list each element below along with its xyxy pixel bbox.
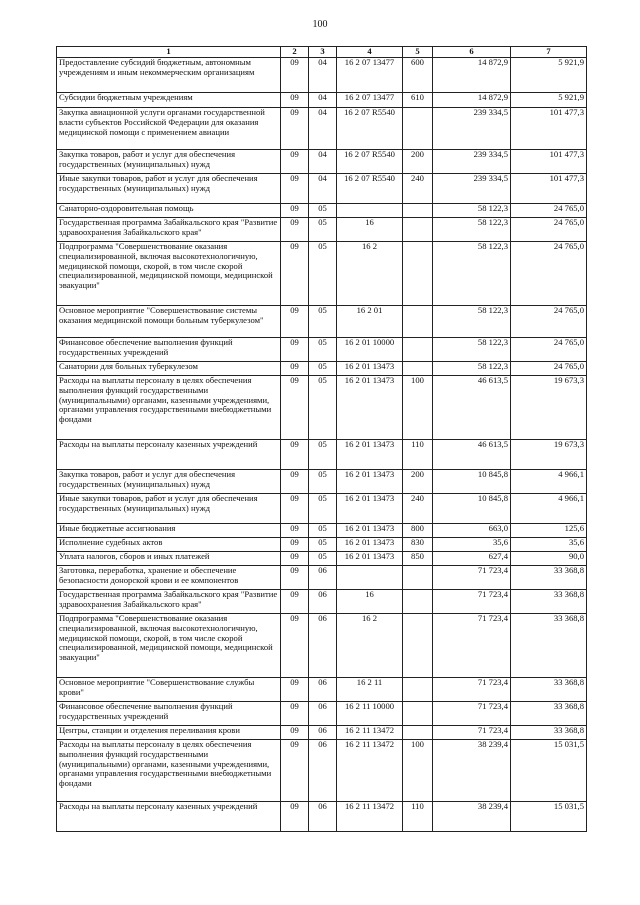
row-target-code-cell: 16 2 01 13473 [337, 538, 403, 552]
table-row [57, 678, 587, 702]
row-section-cell: 09 [281, 524, 309, 538]
table-row [57, 376, 587, 440]
row-amount-cell-2: 90,0 [511, 552, 587, 566]
row-section-cell: 09 [281, 242, 309, 306]
row-target-code-cell: 16 2 [337, 242, 403, 306]
row-expense-type-cell [403, 590, 433, 614]
row-amount-cell: 10 845,8 [433, 494, 511, 524]
row-subsection-cell: 05 [309, 538, 337, 552]
row-subsection-cell: 05 [309, 494, 337, 524]
row-name-cell: Основное мероприятие "Совершенствование службы крови" [57, 678, 281, 702]
table-row [57, 338, 587, 362]
row-section-cell: 09 [281, 726, 309, 740]
row-amount-cell-2: 24 765,0 [511, 306, 587, 338]
row-amount-cell-2: 101 477,3 [511, 108, 587, 150]
row-subsection-cell: 05 [309, 440, 337, 470]
header-col-2: 2 [281, 47, 309, 58]
row-subsection-cell: 04 [309, 150, 337, 174]
row-expense-type-cell: 100 [403, 740, 433, 802]
table-row [57, 740, 587, 802]
row-amount-cell-2: 19 673,3 [511, 440, 587, 470]
row-section-cell: 09 [281, 538, 309, 552]
row-target-code-cell: 16 [337, 590, 403, 614]
row-section-cell: 09 [281, 362, 309, 376]
row-section-cell: 09 [281, 218, 309, 242]
row-target-code-cell: 16 2 07 13477 [337, 58, 403, 93]
row-target-code-cell: 16 2 01 13473 [337, 362, 403, 376]
row-target-code-cell: 16 2 11 13472 [337, 802, 403, 832]
row-subsection-cell: 05 [309, 306, 337, 338]
row-section-cell: 09 [281, 108, 309, 150]
row-target-code-cell: 16 2 01 13473 [337, 524, 403, 538]
row-section-cell: 09 [281, 338, 309, 362]
row-amount-cell-2: 5 921,9 [511, 58, 587, 93]
row-amount-cell: 58 122,3 [433, 242, 511, 306]
row-section-cell: 09 [281, 58, 309, 93]
header-col-6: 6 [433, 47, 511, 58]
row-amount-cell: 663,0 [433, 524, 511, 538]
row-target-code-cell: 16 2 11 [337, 678, 403, 702]
row-section-cell: 09 [281, 440, 309, 470]
row-amount-cell: 58 122,3 [433, 338, 511, 362]
row-amount-cell: 38 239,4 [433, 740, 511, 802]
row-subsection-cell: 05 [309, 362, 337, 376]
row-target-code-cell: 16 [337, 218, 403, 242]
row-amount-cell: 14 872,9 [433, 58, 511, 93]
row-subsection-cell: 06 [309, 678, 337, 702]
table-row [57, 802, 587, 832]
row-amount-cell: 71 723,4 [433, 678, 511, 702]
row-expense-type-cell [403, 614, 433, 678]
row-amount-cell-2: 24 765,0 [511, 218, 587, 242]
row-subsection-cell: 06 [309, 614, 337, 678]
row-subsection-cell: 06 [309, 726, 337, 740]
row-name-cell: Расходы на выплаты персоналу в целях обеспечения выполнения функций государственными (муниципальными) органами, казенными учреждениями, органами управления государственными внебюджетными фондами [57, 740, 281, 802]
row-target-code-cell: 16 2 01 13473 [337, 440, 403, 470]
row-amount-cell: 627,4 [433, 552, 511, 566]
row-subsection-cell: 06 [309, 590, 337, 614]
row-expense-type-cell [403, 218, 433, 242]
row-subsection-cell: 04 [309, 93, 337, 108]
table-row [57, 566, 587, 590]
row-amount-cell-2: 15 031,5 [511, 802, 587, 832]
row-amount-cell-2: 101 477,3 [511, 174, 587, 204]
row-amount-cell: 38 239,4 [433, 802, 511, 832]
row-subsection-cell: 05 [309, 242, 337, 306]
row-subsection-cell: 04 [309, 58, 337, 93]
table-row [57, 440, 587, 470]
row-amount-cell: 46 613,5 [433, 376, 511, 440]
table-row [57, 218, 587, 242]
row-name-cell: Санаторно-оздоровительная помощь [57, 204, 281, 218]
row-subsection-cell: 05 [309, 552, 337, 566]
row-section-cell: 09 [281, 470, 309, 494]
row-subsection-cell: 05 [309, 376, 337, 440]
row-expense-type-cell [403, 566, 433, 590]
table-row [57, 306, 587, 338]
row-section-cell: 09 [281, 552, 309, 566]
header-col-7: 7 [511, 47, 587, 58]
row-expense-type-cell [403, 726, 433, 740]
row-subsection-cell: 04 [309, 108, 337, 150]
row-expense-type-cell [403, 362, 433, 376]
row-amount-cell-2: 33 368,8 [511, 678, 587, 702]
header-col-3: 3 [309, 47, 337, 58]
table-row [57, 614, 587, 678]
row-amount-cell: 239 334,5 [433, 108, 511, 150]
table-row [57, 174, 587, 204]
row-expense-type-cell: 200 [403, 470, 433, 494]
row-amount-cell-2: 5 921,9 [511, 93, 587, 108]
row-expense-type-cell: 200 [403, 150, 433, 174]
row-name-cell: Расходы на выплаты персоналу казенных учреждений [57, 802, 281, 832]
row-target-code-cell: 16 2 01 10000 [337, 338, 403, 362]
table-row [57, 204, 587, 218]
row-amount-cell: 58 122,3 [433, 204, 511, 218]
row-name-cell: Подпрограмма "Совершенствование оказания специализированной, включая высокотехнологичную, медицинской помощи, скорой, в том числе скорой специализированной, медицинской помощи, медицинской эвакуации" [57, 242, 281, 306]
row-name-cell: Подпрограмма "Совершенствование оказания специализированной, включая высокотехнологичную, медицинской помощи, скорой, в том числе скорой специализированной, медицинской помощи, медицинской эвакуации" [57, 614, 281, 678]
row-name-cell: Расходы на выплаты персоналу казенных учреждений [57, 440, 281, 470]
row-section-cell: 09 [281, 566, 309, 590]
row-expense-type-cell: 240 [403, 494, 433, 524]
row-expense-type-cell: 240 [403, 174, 433, 204]
row-subsection-cell: 06 [309, 702, 337, 726]
row-amount-cell: 14 872,9 [433, 93, 511, 108]
row-amount-cell-2: 24 765,0 [511, 242, 587, 306]
row-section-cell: 09 [281, 174, 309, 204]
row-subsection-cell: 06 [309, 802, 337, 832]
row-target-code-cell: 16 2 07 R5540 [337, 150, 403, 174]
row-subsection-cell: 05 [309, 524, 337, 538]
row-subsection-cell: 05 [309, 338, 337, 362]
row-amount-cell-2: 35,6 [511, 538, 587, 552]
row-amount-cell-2: 125,6 [511, 524, 587, 538]
row-name-cell: Предоставление субсидий бюджетным, автономным учреждениям и иным некоммерческим организациям [57, 58, 281, 93]
row-expense-type-cell [403, 702, 433, 726]
row-amount-cell: 239 334,5 [433, 150, 511, 174]
header-col-5: 5 [403, 47, 433, 58]
row-amount-cell: 58 122,3 [433, 362, 511, 376]
row-name-cell: Субсидии бюджетным учреждениям [57, 93, 281, 108]
table-row [57, 93, 587, 108]
row-section-cell: 09 [281, 802, 309, 832]
row-subsection-cell: 05 [309, 218, 337, 242]
row-target-code-cell: 16 2 11 13472 [337, 726, 403, 740]
row-target-code-cell: 16 2 07 13477 [337, 93, 403, 108]
row-expense-type-cell: 600 [403, 58, 433, 93]
row-target-code-cell: 16 2 11 10000 [337, 702, 403, 726]
table-row [57, 470, 587, 494]
table-row [57, 538, 587, 552]
row-subsection-cell: 05 [309, 470, 337, 494]
row-amount-cell: 10 845,8 [433, 470, 511, 494]
row-amount-cell-2: 4 966,1 [511, 494, 587, 524]
row-name-cell: Основное мероприятие "Совершенствование системы оказания медицинской помощи больным туберкулезом" [57, 306, 281, 338]
row-amount-cell-2: 24 765,0 [511, 362, 587, 376]
row-name-cell: Закупка авиационной услуги органами государственной власти субъектов Российской Федерации для оказания медицинской помощи с применением авиации [57, 108, 281, 150]
row-amount-cell-2: 24 765,0 [511, 204, 587, 218]
row-section-cell: 09 [281, 306, 309, 338]
row-name-cell: Закупка товаров, работ и услуг для обеспечения государственных (муниципальных) нужд [57, 150, 281, 174]
row-name-cell: Иные закупки товаров, работ и услуг для обеспечения государственных (муниципальных) нужд [57, 494, 281, 524]
row-section-cell: 09 [281, 702, 309, 726]
row-expense-type-cell [403, 204, 433, 218]
table-row [57, 150, 587, 174]
row-target-code-cell [337, 566, 403, 590]
row-name-cell: Государственная программа Забайкальского края "Развитие здравоохранения Забайкальского края" [57, 590, 281, 614]
row-subsection-cell: 05 [309, 204, 337, 218]
row-expense-type-cell: 830 [403, 538, 433, 552]
row-expense-type-cell [403, 108, 433, 150]
table-row [57, 58, 587, 93]
row-amount-cell: 71 723,4 [433, 614, 511, 678]
row-name-cell: Иные закупки товаров, работ и услуг для обеспечения государственных (муниципальных) нужд [57, 174, 281, 204]
row-expense-type-cell: 110 [403, 802, 433, 832]
row-section-cell: 09 [281, 494, 309, 524]
row-name-cell: Заготовка, переработка, хранение и обеспечение безопасности донорской крови и ее компонентов [57, 566, 281, 590]
budget-table [56, 46, 587, 832]
row-amount-cell: 71 723,4 [433, 726, 511, 740]
row-target-code-cell: 16 2 01 13473 [337, 552, 403, 566]
row-amount-cell: 46 613,5 [433, 440, 511, 470]
table-row [57, 242, 587, 306]
row-section-cell: 09 [281, 93, 309, 108]
row-amount-cell: 58 122,3 [433, 306, 511, 338]
row-name-cell: Центры, станции и отделения переливания крови [57, 726, 281, 740]
row-expense-type-cell: 850 [403, 552, 433, 566]
row-amount-cell-2: 4 966,1 [511, 470, 587, 494]
row-expense-type-cell [403, 338, 433, 362]
table-row [57, 726, 587, 740]
table-row [57, 590, 587, 614]
row-section-cell: 09 [281, 150, 309, 174]
row-amount-cell: 71 723,4 [433, 590, 511, 614]
row-subsection-cell: 06 [309, 740, 337, 802]
row-name-cell: Финансовое обеспечение выполнения функций государственных учреждений [57, 702, 281, 726]
row-amount-cell-2: 101 477,3 [511, 150, 587, 174]
header-row [57, 47, 587, 58]
table-row [57, 494, 587, 524]
row-amount-cell-2: 33 368,8 [511, 566, 587, 590]
row-target-code-cell: 16 2 07 R5540 [337, 108, 403, 150]
header-col-4: 4 [337, 47, 403, 58]
row-section-cell: 09 [281, 740, 309, 802]
table-row [57, 524, 587, 538]
row-expense-type-cell: 110 [403, 440, 433, 470]
row-expense-type-cell: 800 [403, 524, 433, 538]
row-section-cell: 09 [281, 204, 309, 218]
row-expense-type-cell [403, 242, 433, 306]
row-expense-type-cell [403, 306, 433, 338]
row-name-cell: Иные бюджетные ассигнования [57, 524, 281, 538]
row-target-code-cell: 16 2 01 13473 [337, 494, 403, 524]
row-name-cell: Государственная программа Забайкальского края "Развитие здравоохранения Забайкальского края" [57, 218, 281, 242]
row-amount-cell-2: 33 368,8 [511, 702, 587, 726]
row-amount-cell: 71 723,4 [433, 702, 511, 726]
row-name-cell: Закупка товаров, работ и услуг для обеспечения государственных (муниципальных) нужд [57, 470, 281, 494]
row-target-code-cell: 16 2 01 [337, 306, 403, 338]
row-target-code-cell: 16 2 [337, 614, 403, 678]
row-amount-cell-2: 15 031,5 [511, 740, 587, 802]
row-subsection-cell: 06 [309, 566, 337, 590]
row-name-cell: Исполнение судебных актов [57, 538, 281, 552]
table-row [57, 552, 587, 566]
row-target-code-cell [337, 204, 403, 218]
row-amount-cell: 58 122,3 [433, 218, 511, 242]
row-section-cell: 09 [281, 590, 309, 614]
row-name-cell: Финансовое обеспечение выполнения функций государственных учреждений [57, 338, 281, 362]
row-subsection-cell: 04 [309, 174, 337, 204]
row-expense-type-cell [403, 678, 433, 702]
row-amount-cell: 35,6 [433, 538, 511, 552]
row-name-cell: Уплата налогов, сборов и иных платежей [57, 552, 281, 566]
row-name-cell: Санатории для больных туберкулезом [57, 362, 281, 376]
row-target-code-cell: 16 2 01 13473 [337, 470, 403, 494]
table-row [57, 702, 587, 726]
row-amount-cell-2: 33 368,8 [511, 726, 587, 740]
row-amount-cell-2: 19 673,3 [511, 376, 587, 440]
row-section-cell: 09 [281, 614, 309, 678]
row-amount-cell-2: 33 368,8 [511, 614, 587, 678]
row-amount-cell-2: 24 765,0 [511, 338, 587, 362]
row-amount-cell: 71 723,4 [433, 566, 511, 590]
table-row [57, 108, 587, 150]
row-expense-type-cell: 610 [403, 93, 433, 108]
row-target-code-cell: 16 2 11 13472 [337, 740, 403, 802]
row-expense-type-cell: 100 [403, 376, 433, 440]
row-target-code-cell: 16 2 01 13473 [337, 376, 403, 440]
row-target-code-cell: 16 2 07 R5540 [337, 174, 403, 204]
header-col-1: 1 [57, 47, 281, 58]
row-section-cell: 09 [281, 376, 309, 440]
row-amount-cell: 239 334,5 [433, 174, 511, 204]
page-number: 100 [312, 19, 328, 30]
row-amount-cell-2: 33 368,8 [511, 590, 587, 614]
row-name-cell: Расходы на выплаты персоналу в целях обеспечения выполнения функций государственными (муниципальными) органами, казенными учреждениями, органами управления государственными внебюджетными фондами [57, 376, 281, 440]
table-row [57, 362, 587, 376]
row-section-cell: 09 [281, 678, 309, 702]
